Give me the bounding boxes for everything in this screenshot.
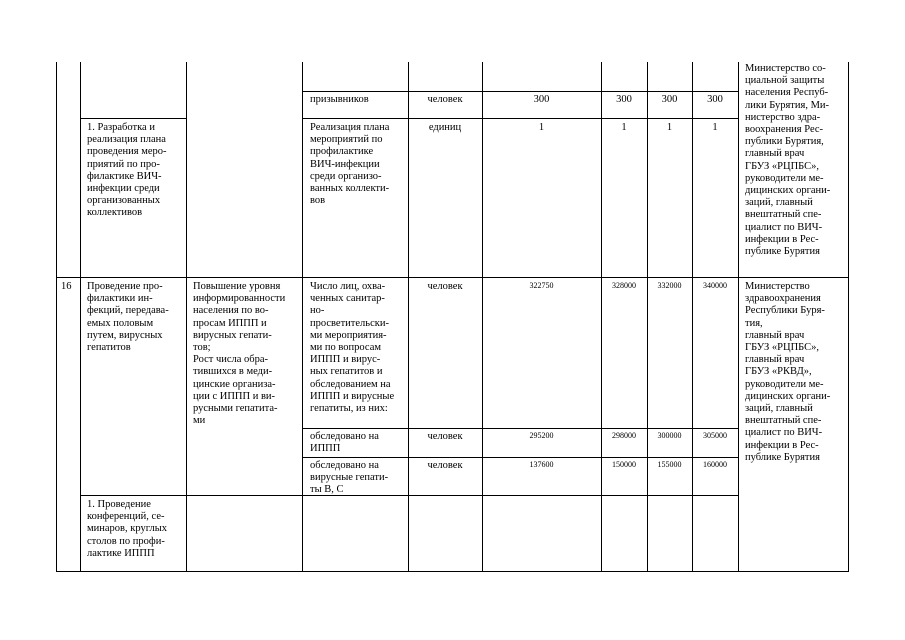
plan-indicator-label: Реализация плана мероприятий по профилактике ВИЧ-инфекции среди организо- ванных коллекти- вов <box>310 122 390 207</box>
row-line-d <box>302 457 738 458</box>
plan-unit: единиц <box>428 122 462 133</box>
measure-text: Проведение про- филактики ин- фекций, передава- емых половым путем, вирусных гепатитов <box>87 281 169 354</box>
indicator-stis: обследовано на ИППП <box>310 431 379 455</box>
indicator-covered-unit: человек <box>427 281 463 292</box>
row-line-e <box>80 495 738 496</box>
indicator-covered-value-1: 322750 <box>529 281 554 290</box>
responsible-row16: Министерство здравоохранения Республики Буря- тия, главный врач ГБУЗ «РЦПБС», главный врач ГБУЗ «РКВД», руководители ме- дицинских органи- заций, главный внештатный спе- циалист по ВИЧ- инфекции в Рес- публике Бурятия <box>745 281 831 463</box>
conscripts-label: призывников <box>310 94 369 105</box>
border-right <box>848 62 849 572</box>
indicator-stis-value-4: 305000 <box>703 431 727 440</box>
plan-value-4: 1 <box>712 122 718 133</box>
indicator-covered-value-2: 328000 <box>612 281 636 290</box>
row-line-b <box>80 118 186 119</box>
table-bottom <box>56 571 848 572</box>
row-line-16-top <box>56 277 848 278</box>
row-line-a <box>302 91 738 92</box>
indicator-covered-value-3: 332000 <box>657 281 682 290</box>
conscripts-value-3: 300 <box>661 94 678 105</box>
conscripts-value-1: 300 <box>533 94 550 105</box>
row-line-c <box>302 428 738 429</box>
activity-conferences-text: 1. Проведение конференций, се- минаров, круглых столов по профи- лактике ИППП <box>87 499 168 559</box>
plan-value-3: 1 <box>666 122 673 133</box>
indicator-hepatitis-value-1: 137600 <box>529 460 554 469</box>
indicator-hepatitis-value-4: 160000 <box>703 460 727 469</box>
row-number: 16 <box>61 281 72 292</box>
indicator-hepatitis-value-3: 155000 <box>657 460 682 469</box>
row-line-b2 <box>302 118 738 119</box>
indicator-stis-value-1: 295200 <box>529 431 554 440</box>
plan-value-1: 1 <box>538 122 545 133</box>
indicator-covered-value-4: 340000 <box>703 281 727 290</box>
conscripts-value-2: 300 <box>616 94 632 105</box>
indicator-hepatitis: обследовано на вирусные гепати- ты В, С <box>310 460 389 496</box>
responsible-upper: Министерство со- циальной защиты населения Респуб- лики Бурятия, Ми- нистерство здра- воохранения Рес- публики Бурятия, главный врач ГБУЗ «РЦПБС», руководители ме- дицинских органи- заций, главный внештатный спе- циалист по ВИЧ- инфекции в Рес- публике Бурятия <box>745 63 831 258</box>
indicator-hepatitis-unit: человек <box>427 460 463 471</box>
col-divider-9 <box>738 62 739 572</box>
plan-value-2: 1 <box>621 122 627 133</box>
indicator-hepatitis-value-2: 150000 <box>612 460 636 469</box>
border-left <box>56 62 57 572</box>
indicator-stis-unit: человек <box>427 431 463 442</box>
conscripts-unit: человек <box>427 94 463 105</box>
indicator-covered: Число лиц, охва- ченных санитар- но- просветительски- ми мероприятия- ми по вопросам ИППП и вирус- ных гепатитов и обследованием на ИППП и вирусные гепатиты, из них: <box>310 281 395 415</box>
expected-result-text: Повышение уровня информированности населения по во- просам ИППП и вирусных гепати- тов; Рост числа обра- тившихся в меди- цинские организа- ции с ИППП и ви- русными гепатита- ми <box>193 281 286 427</box>
indicator-stis-value-2: 298000 <box>612 431 636 440</box>
indicator-stis-value-3: 300000 <box>657 431 682 440</box>
conscripts-value-4: 300 <box>707 94 723 105</box>
activity-plan-text: 1. Разработка и реализация плана проведения меро- приятий по про- филактике ВИЧ- инфекции среди организованных коллективов <box>87 122 167 219</box>
